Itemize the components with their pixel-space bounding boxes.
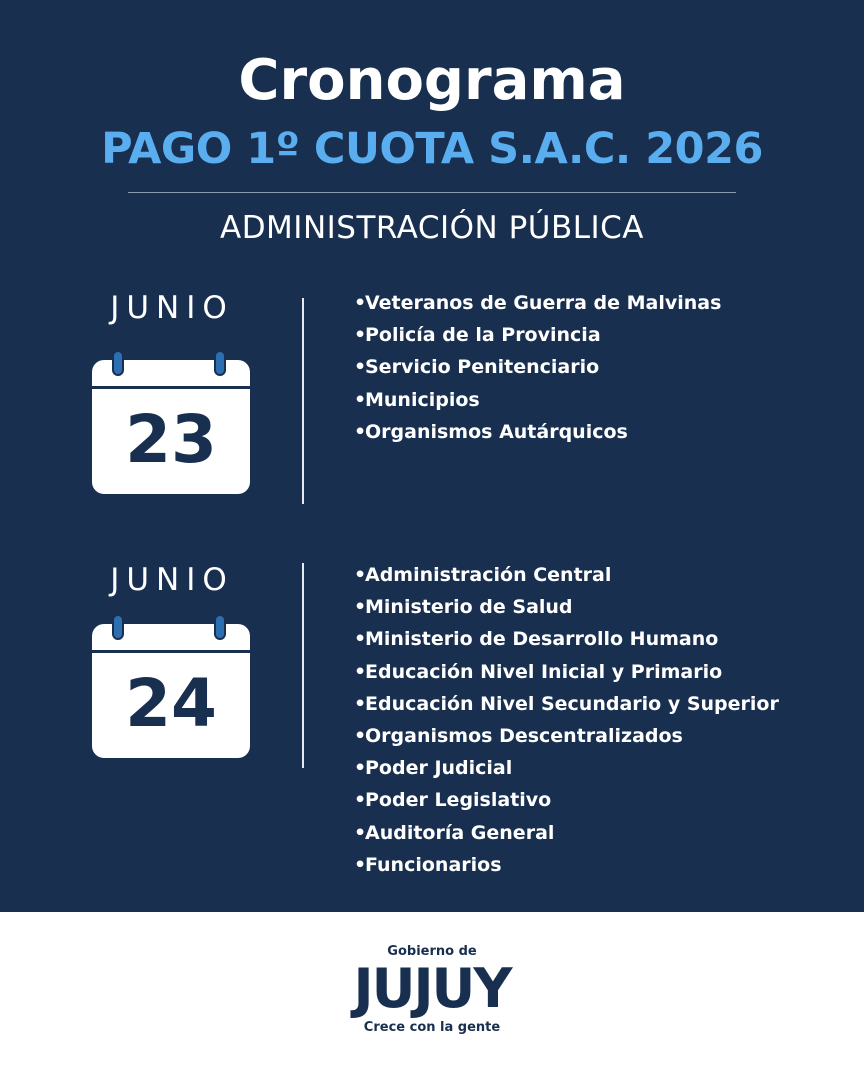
list-item-label: Funcionarios bbox=[365, 853, 502, 876]
list-item: •Funcionarios bbox=[354, 853, 502, 876]
list-item: •Auditoría General bbox=[354, 821, 555, 844]
entity-list bbox=[354, 559, 779, 881]
list-item: •Educación Nivel Secundario y Superior bbox=[354, 692, 779, 715]
list-item-label: Organismos Descentralizados bbox=[365, 724, 683, 747]
logo-tagline: Crece con la gente bbox=[363, 1020, 501, 1035]
list-item-label: Administración Central bbox=[365, 564, 612, 586]
vertical-divider bbox=[302, 298, 304, 504]
list-item: •Municipios bbox=[354, 388, 480, 411]
list-item: •Organismos Descentralizados bbox=[354, 724, 683, 747]
logo-top-text: Gobierno de bbox=[387, 944, 477, 959]
list-item-label: Poder Legislativo bbox=[365, 789, 552, 812]
page-title: Cronograma bbox=[238, 48, 626, 113]
government-logo bbox=[332, 940, 532, 1040]
list-item-label: Educación Nivel Secundario y Superior bbox=[365, 692, 779, 715]
section-heading: ADMINISTRACIÓN PÚBLICA bbox=[219, 210, 644, 246]
list-item: •Administración Central bbox=[354, 564, 612, 586]
calendar-icon bbox=[92, 614, 250, 758]
calendar-header-line bbox=[92, 386, 250, 389]
list-item: •Educación Nivel Inicial y Primario bbox=[354, 660, 723, 683]
list-item: •Policía de la Provincia bbox=[354, 324, 601, 347]
list-item: •Servicio Penitenciario bbox=[354, 356, 600, 379]
list-item-label: Policía de la Provincia bbox=[365, 324, 601, 347]
list-item-label: Ministerio de Salud bbox=[365, 596, 573, 619]
calendar-icon bbox=[92, 350, 250, 494]
list-item: •Poder Judicial bbox=[354, 757, 513, 780]
list-item: •Ministerio de Desarrollo Humano bbox=[354, 628, 719, 651]
calendar-ring bbox=[112, 614, 124, 640]
list-item: •Organismos Autárquicos bbox=[354, 420, 628, 443]
list-item-label: Veteranos de Guerra de Malvinas bbox=[365, 292, 722, 314]
calendar-ring bbox=[112, 350, 124, 376]
list-item-label: Ministerio de Desarrollo Humano bbox=[365, 628, 719, 651]
list-item-label: Poder Judicial bbox=[365, 757, 513, 780]
logo-wordmark: JUJUY bbox=[353, 957, 511, 1020]
calendar-header-line bbox=[92, 650, 250, 653]
list-item-label: Servicio Penitenciario bbox=[365, 356, 600, 379]
entity-list bbox=[354, 287, 721, 448]
divider bbox=[128, 192, 736, 193]
calendar-day: 24 bbox=[125, 665, 217, 742]
list-item: •Poder Legislativo bbox=[354, 789, 552, 812]
month-label: JUNIO bbox=[110, 290, 234, 326]
list-item-label: Municipios bbox=[365, 388, 480, 411]
vertical-divider bbox=[302, 563, 304, 768]
month-label: JUNIO bbox=[110, 562, 234, 598]
page-subtitle: PAGO 1º CUOTA S.A.C. 2026 bbox=[101, 124, 763, 174]
list-item-label: Educación Nivel Inicial y Primario bbox=[365, 660, 723, 683]
calendar-ring bbox=[214, 614, 226, 640]
list-item: •Veteranos de Guerra de Malvinas bbox=[354, 292, 722, 314]
calendar-day: 23 bbox=[125, 401, 217, 478]
calendar-ring bbox=[214, 350, 226, 376]
list-item: •Ministerio de Salud bbox=[354, 596, 573, 619]
list-item-label: Organismos Autárquicos bbox=[365, 420, 628, 443]
list-item-label: Auditoría General bbox=[365, 821, 555, 844]
